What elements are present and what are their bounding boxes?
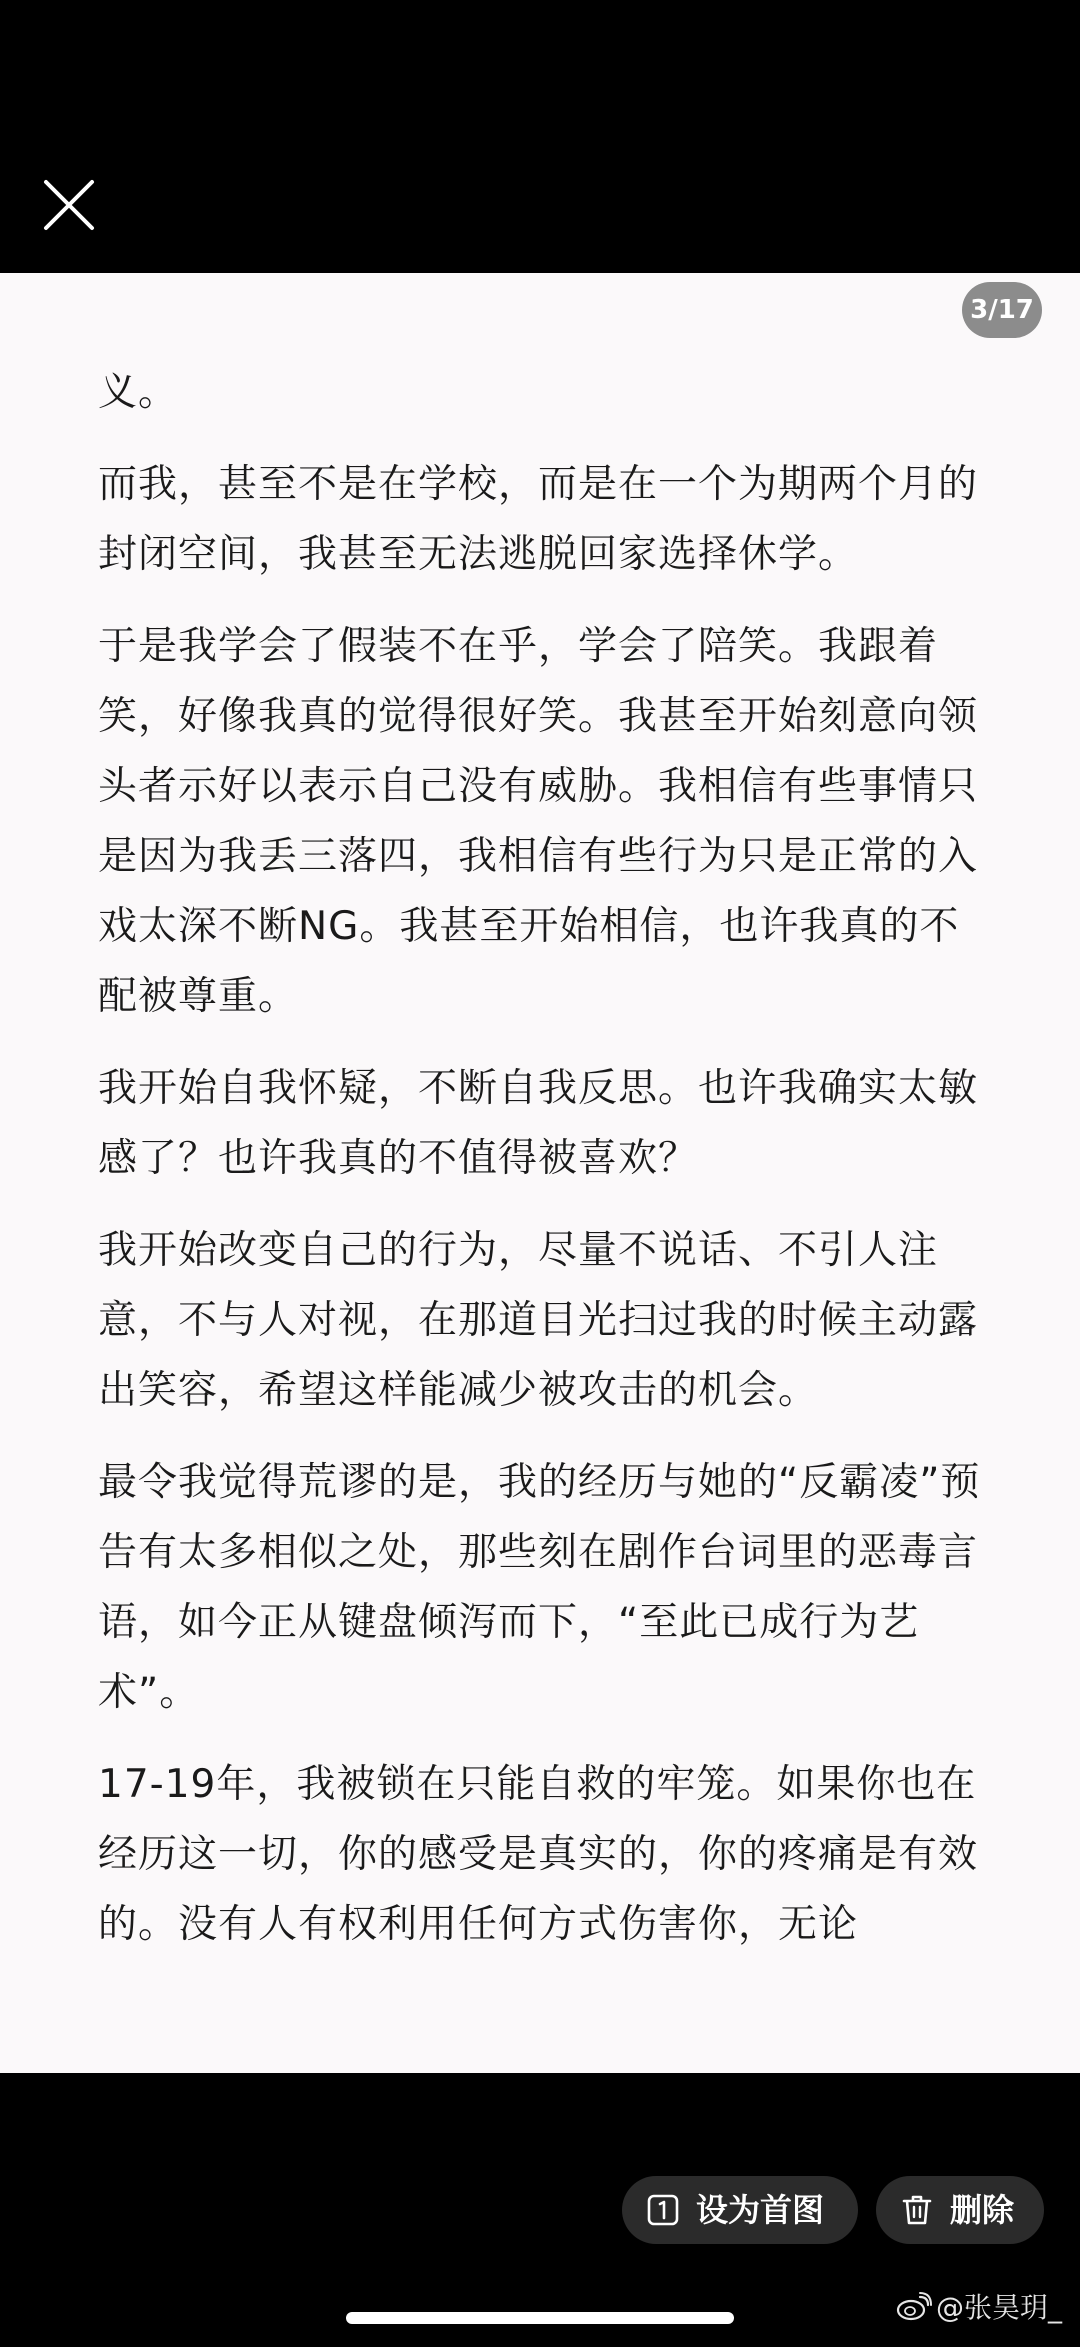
delete-label: 删除	[950, 2191, 1015, 2229]
top-bar	[0, 0, 1080, 273]
page-counter: 3/17	[962, 282, 1042, 338]
home-indicator[interactable]	[346, 2312, 734, 2324]
paragraph: 我开始自我怀疑，不断自我反思。也许我确实太敏感了？也许我真的不值得被喜欢？	[98, 1066, 979, 1181]
paragraph: 17-19年，我被锁在只能自救的牢笼。如果你也在经历这一切，你的感受是真实的，你的疼痛是有效的。没有人有权利用任何方式伤害你，无论	[98, 1762, 979, 1947]
weibo-logo-icon	[896, 2291, 932, 2321]
watermark-text: @张昊玥_	[936, 2291, 1063, 2324]
paragraph: 义。	[98, 370, 179, 415]
paragraph: 最令我觉得荒谬的是，我的经历与她的“反霸凌”预告有太多相似之处，那些刻在剧作台词里的恶毒言语，如今正从键盘倾泻而下，“至此已成行为艺术”。	[98, 1460, 981, 1715]
trash-icon	[900, 2193, 934, 2227]
watermark	[896, 2286, 1062, 2326]
set-cover-button[interactable]	[622, 2176, 858, 2244]
set-cover-label: 设为首图	[696, 2191, 825, 2229]
paragraph: 而我，甚至不是在学校，而是在一个为期两个月的封闭空间，我甚至无法逃脱回家选择休学。	[98, 462, 979, 577]
close-button[interactable]	[40, 176, 98, 234]
number-one-square-icon	[646, 2193, 680, 2227]
delete-button[interactable]	[876, 2176, 1044, 2244]
close-icon	[40, 176, 98, 234]
paragraph: 我开始改变自己的行为，尽量不说话、不引人注意，不与人对视，在那道目光扫过我的时候主动露出笑容，希望这样能减少被攻击的机会。	[98, 1228, 979, 1413]
article-text	[98, 358, 998, 1982]
paragraph: 于是我学会了假装不在乎，学会了陪笑。我跟着笑，好像我真的觉得很好笑。我甚至开始刻意向领头者示好以表示自己没有威胁。我相信有些事情只是因为我丢三落四，我相信有些行为只是正常的入戏太深不断NG。我甚至开始相信，也许我真的不配被尊重。	[98, 624, 979, 1019]
